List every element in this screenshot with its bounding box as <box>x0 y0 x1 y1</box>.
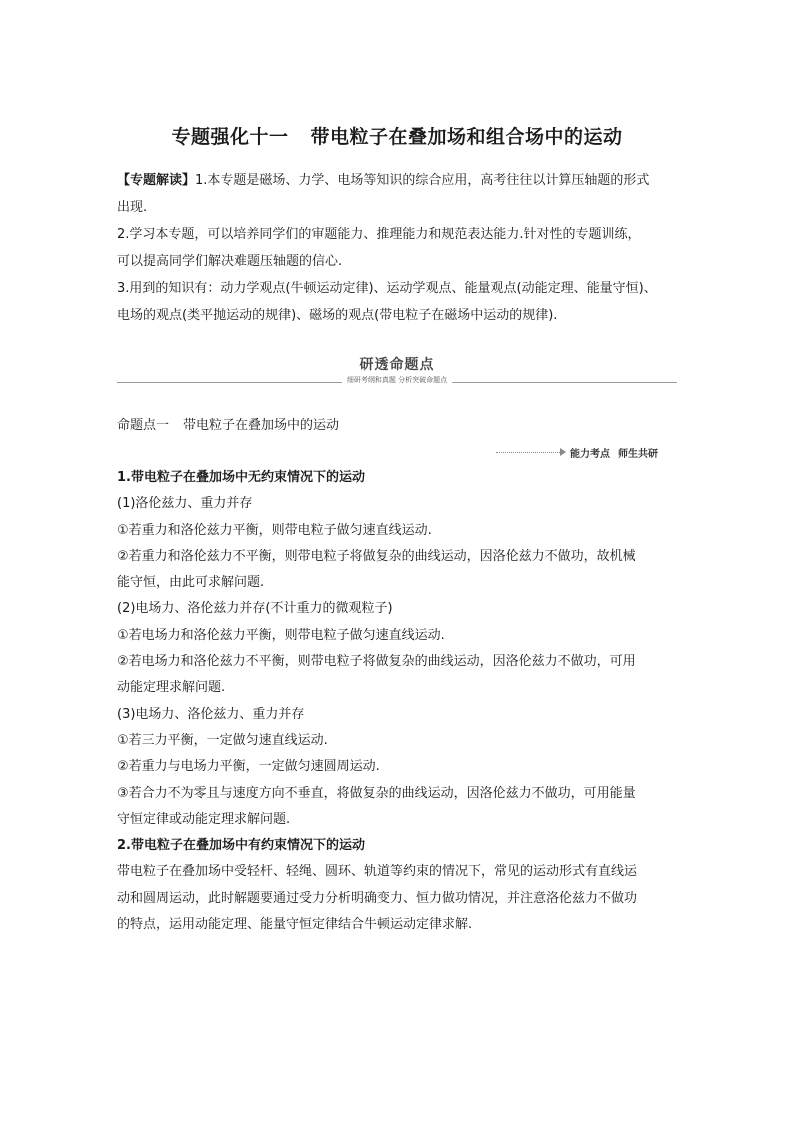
text-line: ①若三力平衡，一定做匀速直线运动. <box>117 732 328 748</box>
text-line: 动能定理求解问题. <box>117 680 226 696</box>
tagline-dotted-line <box>496 452 562 453</box>
text-line: ③若合力不为零且与速度方向不垂直，将做复杂的曲线运动，因洛伦兹力不做功，可用能量 <box>117 785 636 801</box>
intro-line: 2.学习本专题，可以培养同学们的审题能力、推理能力和规范表达能力.针对性的专题训练， <box>117 227 641 242</box>
section-title: 带电粒子在叠加场中的运动 <box>183 418 340 433</box>
text-line: (3)电场力、洛伦兹力、重力并存 <box>117 706 305 722</box>
intro-paragraph <box>117 167 682 329</box>
intro-line: 出现. <box>117 200 148 215</box>
banner-title: 研透命题点 <box>359 357 435 373</box>
page-title <box>0 122 794 149</box>
text-line: (2)电场力、洛伦兹力并存(不计重力的微观粒子) <box>117 601 393 617</box>
intro-line: 可以提高同学们解决难题压轴题的信心. <box>117 254 343 269</box>
text-line: ①若电场力和洛伦兹力平衡，则带电粒子做匀速直线运动. <box>117 627 445 643</box>
content-body <box>117 465 682 938</box>
intro-line: 【专题解读】1.本专题是磁场、力学、电场等知识的综合应用，高考往往以计算压轴题的形式 <box>117 173 650 188</box>
text-line: 动和圆周运动，此时解题要通过受力分析明确变力、恒力做功情况，并注意洛伦兹力不做功 <box>117 890 638 906</box>
text-line: ②若电场力和洛伦兹力不平衡，则带电粒子将做复杂的曲线运动，因洛伦兹力不做功，可用 <box>117 654 636 670</box>
subheading: 2.带电粒子在叠加场中有约束情况下的运动 <box>117 838 365 854</box>
arrow-right-icon <box>560 448 566 456</box>
text-line: ②若重力和洛伦兹力不平衡，则带电粒子将做复杂的曲线运动，因洛伦兹力不做功，故机械 <box>117 548 636 564</box>
text-line: ②若重力与电场力平衡，一定做匀速圆周运动. <box>117 759 380 775</box>
text-line: ①若重力和洛伦兹力平衡，则带电粒子做匀速直线运动. <box>117 522 432 538</box>
section-heading <box>117 414 339 433</box>
section-banner <box>117 352 677 392</box>
subheading: 1.带电粒子在叠加场中无约束情况下的运动 <box>117 470 365 485</box>
intro-line: 3.用到的知识有：动力学观点(牛顿运动定律)、运动学观点、能量观点(动能定理、能量守恒)、 <box>117 281 657 296</box>
text-line: 的特点，运用动能定理、能量守恒定律结合牛顿运动定律求解. <box>117 917 473 933</box>
tagline <box>496 445 677 461</box>
title-topic: 带电粒子在叠加场和组合场中的运动 <box>310 126 623 148</box>
text-line: (1)洛伦兹力、重力并存 <box>117 496 253 512</box>
section-label: 命题点一 <box>117 418 170 433</box>
intro-label: 【专题解读】 <box>117 173 196 188</box>
text-line: 能守恒，由此可求解问题. <box>117 575 265 591</box>
text-line: 带电粒子在叠加场中受轻杆、轻绳、圆环、轨道等约束的情况下，常见的运动形式有直线运 <box>117 864 638 880</box>
text-line: 守恒定律或动能定理求解问题. <box>117 811 291 827</box>
tagline-text: 能力考点 师生共研 <box>570 449 658 460</box>
title-series: 专题强化十一 <box>171 126 289 148</box>
intro-line: 电场的观点(类平抛运动的规律)、磁场的观点(带电粒子在磁场中运动的规律). <box>117 308 558 323</box>
banner-subtitle: 细研考纲和真题 分析突破命题点 <box>117 375 677 385</box>
